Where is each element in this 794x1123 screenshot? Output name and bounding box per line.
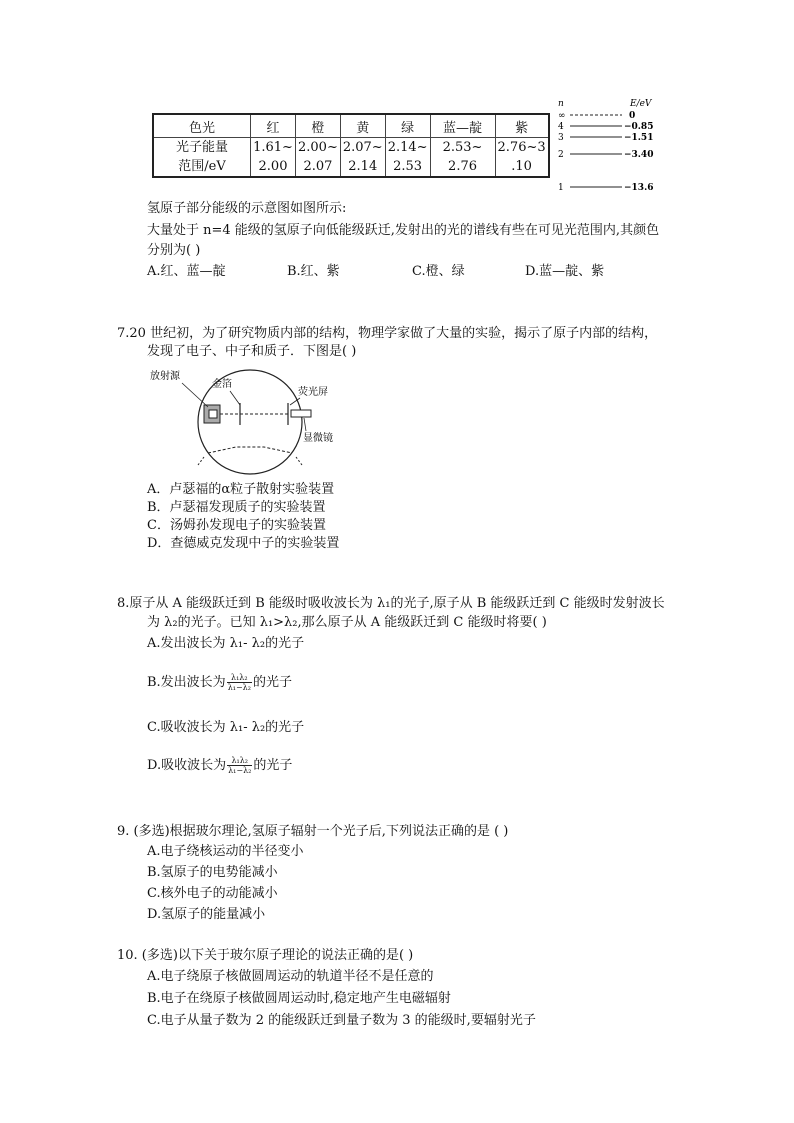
table-row-label: 光子能量 范围/eV (153, 138, 251, 178)
table-cell: 2.53~ 2.76 (430, 138, 495, 178)
q9-option-d: D.氢原子的能量减小 (147, 907, 266, 922)
q9-stem: 9. (多选)根据玻尔理论,氢原子辐射一个光子后,下列说法正确的是 ( ) (117, 824, 509, 839)
energy-axis-label: E/eV (630, 99, 652, 109)
label-gold-foil: 金箔 (212, 379, 232, 390)
table-cell: 1.61~ 2.00 (251, 138, 296, 178)
q7-line2: 发现了电子、中子和质子．下图是( ) (147, 344, 357, 359)
q7-option-d: D．查德威克发现中子的实验装置 (147, 536, 340, 551)
q6-option-b: B.红、紫 (287, 264, 340, 279)
q7-option-c: C．汤姆孙发现电子的实验装置 (147, 518, 326, 533)
q10-stem: 10. (多选)以下关于玻尔原子理论的说法正确的是( ) (117, 948, 414, 963)
q10-option-a: A.电子绕原子核做圆周运动的轨道半径不是任意的 (147, 969, 434, 984)
level-energy: −1.51 (624, 133, 654, 143)
level-energy: −0.85 (624, 122, 654, 132)
table-cell: 2.76~3 .10 (495, 138, 549, 178)
fraction: $\frac{\text{λ₁λ₂}}{\text{λ₁−λ₂}}$ (228, 756, 252, 775)
q7-option-a: A．卢瑟福的α粒子散射实验装置 (147, 482, 335, 497)
q8-line1: 8.原子从 A 能级跃迁到 B 能级时吸收波长为 λ₁的光子,原子从 B 能级跃迁到 C 能级时发射波长 (117, 596, 665, 611)
label-microscope: 显微镜 (303, 433, 333, 444)
table-header-cell: 色光 (153, 114, 251, 138)
label-source: 放射源 (150, 371, 180, 382)
table-header-cell: 红 (251, 114, 296, 138)
table-header-cell: 绿 (385, 114, 430, 138)
q6-line2: 大量处于 n=4 能级的氢原子向低能级跃迁,发射出的光的谱线有些在可见光范围内,其颜色 (147, 223, 660, 238)
level-n: 2 (558, 150, 564, 160)
table-cell: 2.14~ 2.53 (385, 138, 430, 178)
table-header-cell: 紫 (495, 114, 549, 138)
level-n: ∞ (558, 111, 566, 121)
table-header-cell: 蓝—靛 (430, 114, 495, 138)
q6-line1: 氢原子部分能级的示意图如图所示: (147, 201, 347, 216)
table-cell: 2.07~ 2.14 (340, 138, 385, 178)
q9-option-c: C.核外电子的动能减小 (147, 886, 278, 901)
level-n: 4 (558, 122, 564, 132)
level-energy: −13.6 (624, 183, 654, 193)
level-energy: −3.40 (624, 150, 654, 160)
q8-option-d: D.吸收波长为 $\frac{\text{λ₁λ₂}}{\text{λ₁−λ₂}}$ 的光子 (147, 756, 293, 775)
table-header-cell: 橙 (296, 114, 341, 138)
fraction: $\frac{\text{λ₁λ₂}}{\text{λ₁−λ₂}}$ (227, 673, 251, 692)
q8-line2: 为 λ₂的光子。已知 λ₁>λ₂,那么原子从 A 能级跃迁到 C 能级时将要( ) (147, 615, 547, 630)
q9-option-a: A.电子绕核运动的半径变小 (147, 844, 304, 859)
q7-option-b: B．卢瑟福发现质子的实验装置 (147, 500, 326, 515)
q6-option-a: A.红、蓝—靛 (147, 264, 226, 279)
table-cell: 2.00~ 2.07 (296, 138, 341, 178)
n-axis-label: n (558, 99, 564, 109)
spectrum-table (152, 113, 550, 178)
q8-option-b: B.发出波长为 $\frac{\text{λ₁λ₂}}{\text{λ₁−λ₂}}$ 的光子 (147, 673, 292, 692)
q6-option-d: D.蓝—靛、紫 (525, 264, 605, 279)
q6-option-c: C.橙、绿 (412, 264, 465, 279)
q10-option-b: B.电子在绕原子核做圆周运动时,稳定地产生电磁辐射 (147, 991, 451, 1006)
rotating-track (208, 447, 292, 453)
level-n: 1 (558, 183, 564, 193)
source-opening (209, 410, 217, 418)
alpha-scattering-apparatus-figure (148, 365, 348, 480)
level-n: 3 (558, 133, 564, 143)
energy-level-diagram (550, 95, 670, 195)
microscope (291, 410, 311, 417)
q6-line3: 分别为( ) (147, 243, 201, 258)
level-energy: 0 (629, 111, 636, 121)
q9-option-b: B.氢原子的电势能减小 (147, 865, 278, 880)
label-screen: 荧光屏 (298, 387, 328, 398)
q8-option-a: A.发出波长为 λ₁- λ₂的光子 (147, 636, 305, 651)
q8-option-c: C.吸收波长为 λ₁- λ₂的光子 (147, 720, 305, 735)
table-header-cell: 黄 (340, 114, 385, 138)
q7-line1: 7.20 世纪初，为了研究物质内部的结构，物理学家做了大量的实验，揭示了原子内部的结构， (117, 326, 658, 341)
q10-option-c: C.电子从量子数为 2 的能级跃迁到量子数为 3 的能级时,要辐射光子 (147, 1013, 536, 1028)
